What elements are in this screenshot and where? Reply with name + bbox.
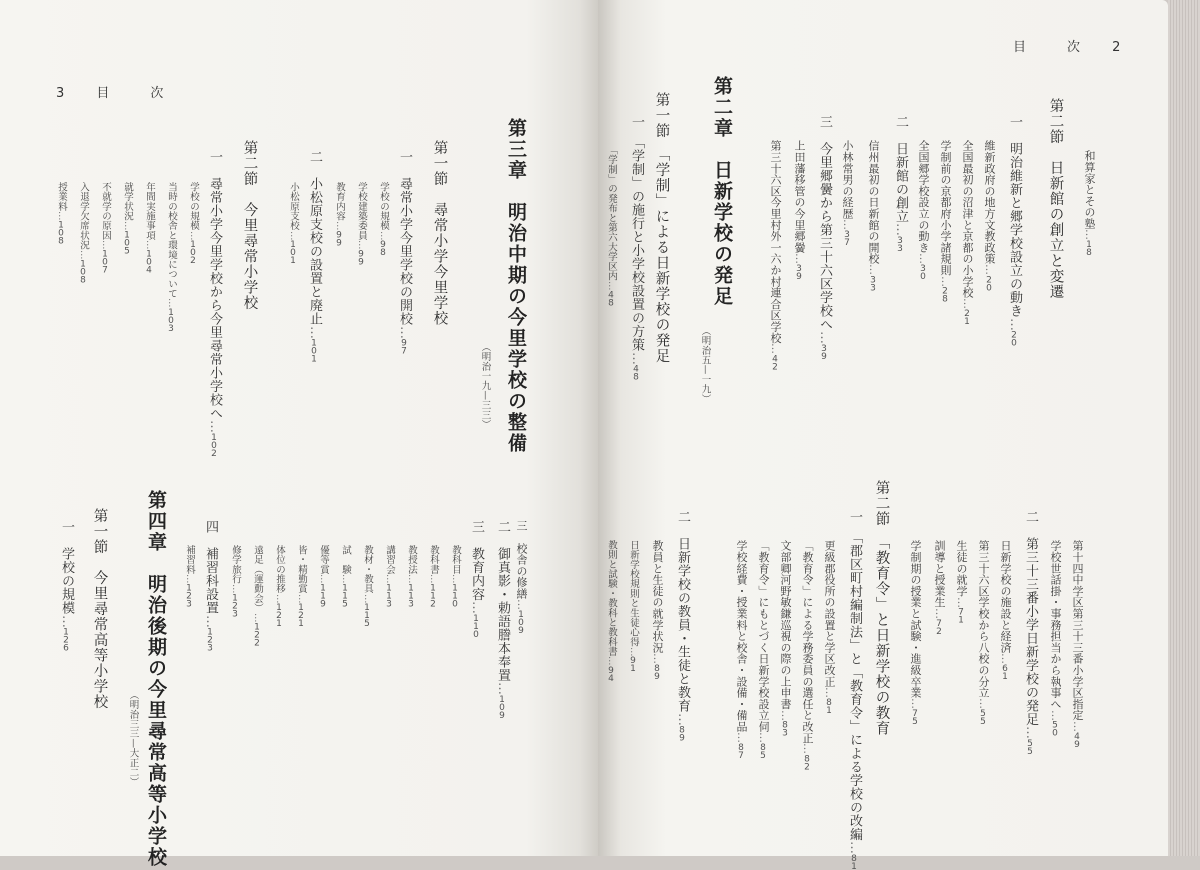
toc-entry (334, 182, 344, 246)
toc-page-number: 72 (934, 618, 944, 635)
toc-entry (144, 182, 154, 274)
toc-page-number: 121 (296, 603, 306, 627)
toc-entry (628, 540, 638, 672)
toc-entry (78, 182, 88, 283)
dot-leader: … (1071, 720, 1084, 732)
toc-page-number: 28 (940, 286, 950, 303)
toc-page-number: 33 (868, 275, 878, 292)
toc-page-number: 123 (205, 627, 215, 652)
toc-page-number: 99 (334, 230, 344, 247)
toc-entry-title: 遠足（運動会） (252, 545, 263, 613)
toc-entry-title: 学制期の授業と試験・進級卒業 (909, 540, 922, 699)
toc-page-number: 87 (736, 743, 746, 760)
right-page (598, 0, 1168, 870)
toc-entry-title: 全国郷学校設立の動き (917, 140, 930, 253)
toc-entry (296, 545, 306, 627)
toc-entry (910, 540, 921, 725)
toc-entry (56, 182, 66, 245)
right-header-title: 目 次 (1013, 40, 1095, 55)
dot-leader: … (801, 743, 814, 755)
toc-entry (274, 545, 284, 627)
toc-entry-title: 試 験 (340, 545, 351, 575)
toc-entry (92, 508, 107, 710)
toc-page-number: 81 (849, 854, 859, 870)
toc-entry (940, 140, 951, 303)
dot-leader: … (1007, 317, 1022, 331)
toc-entry (384, 545, 394, 608)
dot-leader: … (823, 686, 836, 698)
toc-page-number: 126 (61, 627, 71, 652)
toc-entry (122, 182, 132, 254)
toc-entry (184, 545, 194, 608)
toc-entry-title: 日新学校の施設と経済 (999, 540, 1012, 653)
toc-entry (146, 490, 165, 868)
toc-entry-title: 学校世話掛・事務担当から執事へ (1049, 540, 1062, 710)
toc-entry (188, 182, 198, 264)
dot-leader: … (651, 653, 664, 664)
dot-leader: … (1049, 709, 1062, 721)
toc-page-number: 85 (758, 743, 768, 760)
toc-entry-title: 二 第三十三番小学日新学校の発足 (1023, 510, 1038, 726)
dot-leader: … (735, 732, 748, 744)
toc-entry-title: 講習会 (384, 545, 395, 575)
toc-entry (606, 540, 616, 682)
dot-leader: … (769, 343, 782, 355)
dot-leader: … (166, 298, 177, 308)
toc-entry-title: 一 「学制」の施行と小学校設置の方策 (629, 115, 644, 352)
toc-entry (356, 182, 366, 266)
toc-entry (450, 545, 460, 608)
dot-leader: … (378, 230, 389, 240)
toc-page-number: 115 (340, 583, 350, 608)
toc-entry-title: 二 御真影・勅語謄本奉置 (495, 520, 510, 682)
toc-entry-title: 維新政府の地方文教政策 (983, 140, 996, 265)
dot-leader: … (495, 682, 510, 695)
dot-leader: … (515, 599, 528, 611)
toc-entry (1072, 540, 1083, 748)
dot-leader: … (384, 574, 395, 584)
toc-page-number: 101 (309, 338, 319, 363)
toc-page-number: 20 (984, 275, 994, 292)
toc-entry (824, 540, 835, 714)
toc-entry-title: 日新学校規則と生徒心得 (628, 540, 639, 647)
toc-entry (378, 182, 388, 256)
toc-entry (318, 545, 328, 608)
toc-entry-title: 第十四中学区第三十三番小学区指定 (1071, 540, 1084, 721)
toc-entry-title: 一 明治維新と郷学校設立の動き (1007, 115, 1022, 318)
dot-leader: … (793, 253, 806, 264)
toc-page-number: 102 (209, 433, 219, 457)
toc-entry (918, 140, 929, 280)
toc-entry (894, 115, 907, 252)
toc-entry (1024, 510, 1037, 755)
toc-entry-title: 上田藩移管の今里郷黌 (793, 140, 806, 253)
dot-leader: … (188, 230, 199, 240)
toc-entry (868, 140, 879, 291)
dot-leader: … (817, 331, 832, 344)
toc-entry (208, 150, 221, 457)
dot-leader: … (606, 280, 617, 291)
toc-entry-title: 年間実施事項 (144, 182, 155, 241)
dot-leader: … (122, 220, 133, 231)
toc-page-number: 115 (362, 603, 372, 627)
toc-entry-title: 授業料 (56, 182, 67, 212)
dot-leader: … (334, 220, 345, 231)
page-edges (1168, 0, 1200, 856)
dot-leader: … (867, 264, 880, 276)
toc-entry (60, 520, 73, 652)
toc-page-number: 110 (471, 614, 481, 638)
dot-leader: … (961, 298, 974, 310)
toc-entry-title: 小林常男の経歴 (841, 140, 854, 220)
toc-entry-title: 四 補習科設置 (203, 520, 218, 615)
toc-entry (874, 480, 889, 736)
toc-entry-title: 二 日新学校の教員・生徒と教育 (675, 510, 690, 713)
dot-leader: … (841, 219, 854, 231)
toc-page-number: 108 (56, 220, 66, 245)
toc-entry (1084, 150, 1095, 256)
toc-entry-title: 教科書 (428, 545, 439, 575)
dot-leader: … (59, 614, 74, 628)
toc-entry-title: 第二節 今里尋常小学校 (241, 140, 258, 311)
toc-entry-title: 教則と試験・教科と教科書 (606, 540, 617, 657)
toc-page-number: 18 (1084, 240, 1094, 257)
toc-entry-title: 体位の推移 (274, 545, 285, 594)
toc-entry-title: 第二節 「教育令」と日新学校の教育 (873, 480, 890, 737)
toc-page-number: 107 (100, 249, 110, 274)
right-page-number: 2 (1112, 40, 1135, 55)
toc-entry (432, 140, 447, 326)
dot-leader: … (606, 656, 617, 666)
dot-leader: … (933, 607, 946, 619)
toc-entry-title: 二 小松原支校の設置と廃止 (307, 150, 322, 326)
toc-page-number: 108 (78, 259, 88, 284)
toc-entry-title: 教授法 (406, 545, 417, 575)
toc-page-number: 61 (1000, 664, 1010, 680)
toc-entry-title: 「学制」の発布と第六大学区内 (606, 145, 617, 281)
dot-leader: … (450, 574, 461, 584)
toc-page-number: 94 (606, 665, 616, 682)
dot-leader: … (230, 583, 241, 594)
toc-entry-title: 三 校舎の修繕 (515, 520, 528, 600)
dot-leader: … (909, 698, 922, 710)
toc-entry-title: 三 今里郷黌から第三十六区学校へ (817, 115, 832, 331)
toc-entry-title: 補習料 (184, 545, 195, 575)
dot-leader: … (288, 230, 299, 240)
toc-entry-title: 文部卿河野敏鎌巡視の際の上申書 (779, 540, 792, 710)
toc-entry (308, 150, 321, 363)
dot-leader: … (917, 253, 930, 264)
dot-leader: … (428, 574, 439, 584)
toc-entry (780, 540, 791, 737)
toc-page-number: 39 (794, 264, 804, 280)
toc-entry (652, 540, 663, 680)
toc-entry (166, 182, 176, 332)
toc-entry (654, 92, 669, 364)
toc-entry-title: 学制前の京都府小学諸規則 (939, 140, 952, 276)
toc-page-number: 113 (384, 583, 394, 608)
dot-leader: … (469, 601, 484, 614)
toc-page-number: 99 (356, 249, 366, 266)
toc-entry (842, 140, 853, 246)
toc-entry (802, 540, 813, 770)
toc-page-number: 105 (122, 230, 132, 255)
left-running-header (56, 82, 177, 101)
toc-page-number: 42 (770, 354, 780, 371)
toc-entry (340, 545, 350, 608)
dot-leader: … (78, 249, 89, 260)
toc-entry-title: 一 「郡区町村編制法」と「教育令」による学校の改編 (847, 510, 862, 841)
toc-entry-title: 一 尋常小学今里学校から今里尋常小学校へ (207, 150, 222, 420)
toc-entry (962, 140, 973, 325)
dot-leader: … (939, 275, 952, 287)
toc-entry-title: 第一節 尋常小学今里学校 (431, 140, 448, 326)
dot-leader: … (757, 732, 770, 744)
toc-page-number: 21 (962, 309, 972, 326)
toc-entry-title: 生徒の就学 (955, 540, 968, 597)
toc-entry-title: 修学旅行 (230, 545, 241, 584)
toc-entry (848, 510, 861, 870)
dot-leader: … (1023, 726, 1038, 739)
toc-entry-title: 「教育令」による学務委員の選任と改正 (801, 540, 814, 744)
dot-leader: … (999, 653, 1012, 664)
dot-leader: … (1083, 229, 1096, 241)
toc-entry (362, 545, 372, 627)
toc-entry-title: 皆・精勤賞 (296, 545, 307, 594)
toc-page-number: 75 (910, 709, 920, 726)
toc-entry (700, 326, 710, 404)
toc-entry-title: 第四章 明治後期の今里尋常高等小学校 (145, 490, 167, 868)
right-running-header (1013, 36, 1134, 55)
toc-entry-title: 第二節 日新館の創立と変遷 (1047, 98, 1064, 300)
toc-entry (230, 545, 240, 617)
dot-leader: … (397, 325, 412, 339)
dot-leader: … (184, 574, 195, 584)
toc-entry-title: （明治五—一九） (699, 326, 711, 404)
toc-entry (676, 510, 689, 742)
toc-entry-title: 学校経費・授業料と校舎・設備・備品 (735, 540, 748, 733)
toc-entry (128, 690, 138, 787)
dot-leader: … (144, 240, 155, 250)
toc-page-number: 119 (318, 583, 328, 608)
toc-entry (934, 540, 945, 635)
toc-entry-title: 信州最初の日新館の開校 (867, 140, 880, 265)
dot-leader: … (296, 593, 307, 603)
toc-entry-title: 不就学の原因 (100, 182, 111, 241)
toc-entry (1050, 540, 1061, 737)
toc-page-number: 123 (184, 583, 194, 608)
dot-leader: … (207, 420, 222, 433)
toc-entry (1048, 98, 1063, 300)
dot-leader: … (56, 211, 67, 221)
toc-entry-title: 訓導と授業生 (933, 540, 946, 608)
dot-leader: … (893, 223, 908, 236)
toc-entry (794, 140, 805, 280)
dot-leader: … (955, 596, 968, 608)
toc-entry-title: 第三十六区今里村外一六か村連合区学校 (769, 140, 782, 344)
toc-entry (496, 520, 509, 719)
dot-leader: … (675, 712, 690, 726)
dot-leader: … (100, 240, 111, 250)
toc-entry (516, 520, 527, 634)
toc-page-number: 50 (1050, 720, 1060, 737)
toc-page-number: 81 (824, 697, 834, 714)
dot-leader: … (628, 646, 639, 657)
toc-entry-title: 学校建築委員 (356, 182, 367, 241)
toc-entry-title: 更級郡役所の設置と学区改正 (823, 540, 836, 687)
toc-page-number: 48 (631, 364, 641, 381)
toc-page-number: 121 (274, 603, 284, 627)
toc-entry-title: 全国最初の沼津と京都の小学校 (961, 140, 974, 299)
toc-entry-title: 教材・教具 (362, 545, 373, 594)
toc-page-number: 110 (450, 583, 460, 608)
toc-page-number: 102 (188, 240, 198, 264)
toc-entry (758, 540, 769, 759)
toc-entry-title: 入退学欠席状況 (78, 182, 89, 250)
toc-entry (736, 540, 747, 759)
toc-entry (480, 342, 490, 429)
toc-page-number: 37 (842, 230, 852, 247)
dot-leader: … (340, 574, 351, 584)
toc-page-number: 109 (516, 610, 526, 635)
toc-entry-title: 三 教育内容 (469, 520, 484, 601)
toc-entry (984, 140, 995, 291)
dot-leader: … (779, 709, 792, 721)
toc-entry-title: 就学状況 (122, 182, 133, 221)
toc-page-number: 39 (819, 344, 829, 360)
toc-page-number: 89 (677, 725, 687, 742)
toc-entry (1000, 540, 1011, 680)
toc-entry-title: 第三十六区学校から八校の分立 (977, 540, 990, 699)
toc-entry (978, 540, 989, 725)
toc-entry (288, 182, 298, 264)
toc-entry (398, 150, 411, 355)
toc-entry-title: 学校の規模 (378, 182, 389, 231)
toc-entry-title: 二 日新館の創立 (893, 115, 908, 223)
toc-page-number: 112 (428, 583, 438, 608)
toc-page-number: 55 (1025, 739, 1035, 755)
toc-entry-title: 和算家とその塾 (1083, 150, 1096, 230)
toc-entry-title: （明治三三—大正二） (127, 690, 139, 787)
toc-page-number: 82 (802, 754, 812, 771)
dot-leader: … (977, 698, 990, 710)
toc-entry-title: 優等賞 (318, 545, 329, 575)
left-header-title: 目 次 (96, 86, 178, 101)
toc-entry (406, 545, 416, 608)
toc-page-number: 98 (378, 240, 388, 256)
toc-page-number: 103 (166, 307, 176, 332)
toc-entry (956, 540, 967, 624)
toc-entry-title: 小松原支校 (288, 182, 299, 231)
dot-leader: … (252, 612, 263, 623)
toc-entry (506, 118, 525, 454)
toc-entry-title: 第一節 今里尋常高等小学校 (91, 508, 108, 710)
toc-entry-title: 一 学校の規模 (59, 520, 74, 615)
toc-page-number: 109 (497, 695, 507, 719)
toc-entry (712, 76, 731, 307)
toc-page-number: 55 (978, 709, 988, 726)
toc-page-number: 83 (780, 720, 790, 737)
toc-entry (770, 140, 781, 370)
toc-page-number: 97 (399, 338, 409, 355)
toc-page-number: 122 (252, 622, 262, 647)
dot-leader: … (356, 240, 367, 250)
dot-leader: … (983, 264, 996, 276)
toc-entry-title: （明治一九—三三） (479, 342, 491, 430)
toc-entry-title: 一 尋常小学今里学校の開校 (397, 150, 412, 326)
dot-leader: … (307, 325, 322, 339)
toc-entry-title: 第一節 「学制」による日新学校の発足 (653, 92, 670, 364)
left-page (0, 0, 598, 868)
dot-leader: … (847, 841, 862, 854)
dot-leader: … (203, 614, 218, 628)
toc-page-number: 101 (288, 240, 298, 264)
toc-page-number: 89 (652, 664, 662, 680)
toc-entry (1008, 115, 1021, 347)
toc-entry-title: 教育内容 (334, 182, 345, 221)
dot-leader: … (629, 351, 644, 365)
toc-entry (630, 115, 643, 381)
toc-entry-title: 教科目 (450, 545, 461, 575)
dot-leader: … (406, 574, 417, 584)
toc-entry (818, 115, 831, 360)
toc-page-number: 123 (230, 593, 240, 618)
toc-page-number: 20 (1009, 330, 1019, 347)
toc-page-number: 49 (1072, 731, 1082, 748)
toc-page-number: 48 (606, 290, 616, 307)
toc-page-number: 91 (628, 656, 638, 673)
dot-leader: … (274, 593, 285, 603)
toc-entry-title: 学校の規模 (188, 182, 199, 231)
toc-page-number: 71 (956, 607, 966, 624)
toc-entry (252, 545, 262, 646)
toc-entry (470, 520, 483, 638)
toc-entry (242, 140, 257, 311)
toc-entry-title: 第二章 日新学校の発足 (711, 76, 733, 307)
toc-entry (606, 145, 616, 306)
toc-entry (100, 182, 110, 274)
toc-page-number: 104 (144, 249, 154, 274)
toc-entry-title: 「教育令」にもとづく日新学校設立伺 (757, 540, 770, 733)
toc-entry-title: 教員と生徒の就学状況 (651, 540, 664, 653)
dot-leader: … (362, 593, 373, 603)
toc-page-number: 33 (895, 236, 905, 252)
toc-entry (204, 520, 217, 652)
toc-entry (428, 545, 438, 608)
toc-page-number: 30 (918, 264, 928, 280)
dot-leader: … (318, 574, 329, 584)
toc-page-number: 113 (406, 583, 416, 608)
toc-entry-title: 当時の校舎と環境について (166, 182, 177, 299)
toc-entry-title: 第三章 明治中期の今里学校の整備 (505, 118, 527, 454)
left-page-number: 3 (56, 86, 79, 101)
